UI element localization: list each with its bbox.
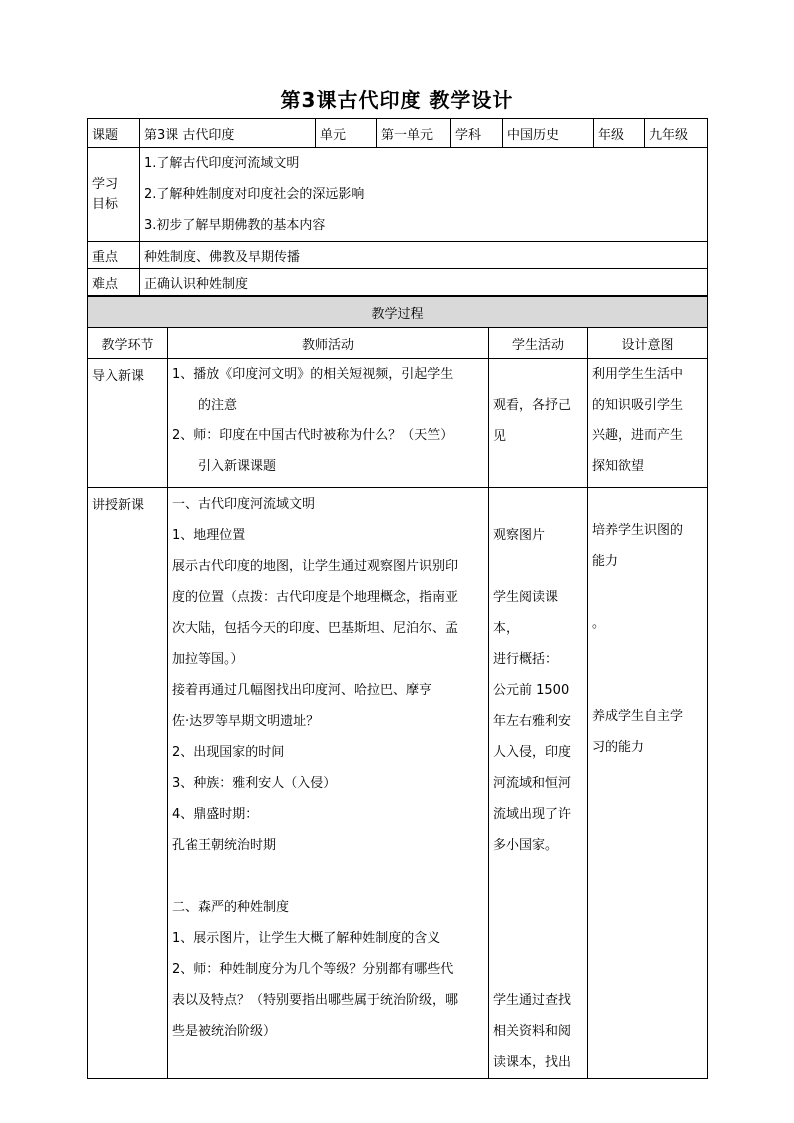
intent-line: 的知识吸引学生 [592,397,684,413]
teacher-line: 2、师：种姓制度分为几个等级？分别都有哪些代 [172,962,454,977]
spacer [493,954,583,985]
header-teacher: 教师活动 [168,328,489,359]
student-line: 年左右雅利安 [493,714,572,729]
teacher-line: 2、出现国家的时间 [172,745,285,760]
student-line: 多小国家。 [493,838,559,853]
teacher-line: 展示古代印度的地图，让学生通过观察图片识别印 [172,559,459,574]
teacher-line: 孔雀王朝统治时期 [172,838,277,853]
teacher-line: 4、鼎盛时期： [172,807,259,822]
student-line: 见 [493,428,507,444]
document-title: 第3课古代印度 教学设计 [280,88,514,112]
process-table [87,296,708,1079]
unit-label: 单元 [316,119,377,148]
info-table [87,118,708,296]
intent-line: 利用学生生活中 [592,367,684,382]
student-line: 公元前 1500 [493,683,570,698]
teacher-line: 次大陆，包括今天的印度、巴基斯坦、尼泊尔、孟 [172,621,459,636]
lecture-teacher [168,488,489,1079]
unit-value: 第一单元 [377,119,451,148]
teacher-line: 加拉等国。） [172,652,244,667]
teacher-line: 一、古代印度河流域文明 [172,497,316,512]
intro-stage: 导入新课 [88,359,168,488]
header-stage: 教学环节 [88,328,168,359]
lecture-student [489,488,588,1079]
key-points-label: 重点 [88,242,140,269]
teacher-line: 佐·达罗等早期文明遗址？ [172,714,320,729]
intent-line: 能力 [592,554,619,569]
teacher-line: 2、师：印度在中国古代时被称为什么？（天竺） [172,428,454,443]
student-line: 相关资料和阅 [493,1024,572,1039]
intro-intent [588,359,708,488]
topic-label: 课题 [88,119,140,148]
lecture-intent [588,488,708,1079]
spacer [592,639,703,670]
spacer [592,577,703,608]
grade-label: 年级 [594,119,645,148]
spacer [592,670,703,701]
process-section-title: 教学过程 [88,297,708,328]
spacer [172,861,484,892]
lecture-stage: 讲授新课 [88,488,168,1079]
student-line: 学生通过查找 [493,993,572,1008]
teacher-line: 3、种族：雅利安人（入侵） [172,776,337,791]
intent-line: 探知欲望 [592,458,645,474]
subject-label: 学科 [451,119,503,148]
intent-line: 培养学生识图的 [592,523,684,538]
intro-student [489,359,588,488]
teacher-line: 二、森严的种姓制度 [172,900,290,915]
intent-line: 兴趣，进而产生 [592,428,684,443]
spacer [493,861,583,892]
header-student: 学生活动 [489,328,588,359]
teacher-line: 1、展示图片，让学生大概了解种姓制度的含义 [172,931,441,946]
student-line: 学生阅读课本， [493,590,559,636]
teacher-line: 表以及特点？（特别要指出哪些属于统治阶级，哪 [172,993,459,1008]
spacer [493,892,583,923]
grade-value: 九年级 [645,119,708,148]
student-line: 河流域和恒河 [493,776,572,791]
topic-value: 第3课 古代印度 [140,119,316,148]
spacer [493,923,583,954]
objective-item: 2.了解种姓制度对印度社会的深远影响 [144,187,365,202]
teacher-line: 引入新课课题 [198,458,277,474]
intent-line: 养成学生自主学 [592,709,684,724]
objective-item: 1.了解古代印度河流域文明 [144,156,300,171]
teacher-line: 度的位置（点拨：古代印度是个地理概念，指南亚 [172,590,459,605]
intent-line: 。 [592,616,606,631]
difficult-points-value: 正确认识种姓制度 [140,269,708,296]
teacher-line: 接着再通过几幅图找出印度河、哈拉巴、摩亨 [172,683,433,698]
header-intent: 设计意图 [588,328,708,359]
intent-line: 习的能力 [592,740,645,755]
objectives-label: 学习目标 [88,148,140,242]
teacher-line: 些是被统治阶级） [172,1024,277,1039]
student-line: 人入侵，印度 [493,745,572,760]
teacher-line: 1、地理位置 [172,528,246,543]
spacer [493,551,583,582]
difficult-points-label: 难点 [88,269,140,296]
objective-item: 3.初步了解早期佛教的基本内容 [144,218,326,233]
key-points-value: 种姓制度、佛教及早期传播 [140,242,708,269]
student-line: 进行概括： [493,652,559,667]
teacher-line: 1、播放《印度河文明》的相关短视频，引起学生 [172,367,454,382]
student-line: 读课本，找出 [493,1055,572,1070]
student-line: 流域出现了许 [493,807,572,822]
student-line: 观看，各抒己 [493,398,572,413]
teacher-line: 的注意 [198,397,238,413]
subject-value: 中国历史 [503,119,594,148]
objectives-list [140,148,708,242]
intro-teacher [168,359,489,488]
student-line: 观察图片 [493,528,546,543]
